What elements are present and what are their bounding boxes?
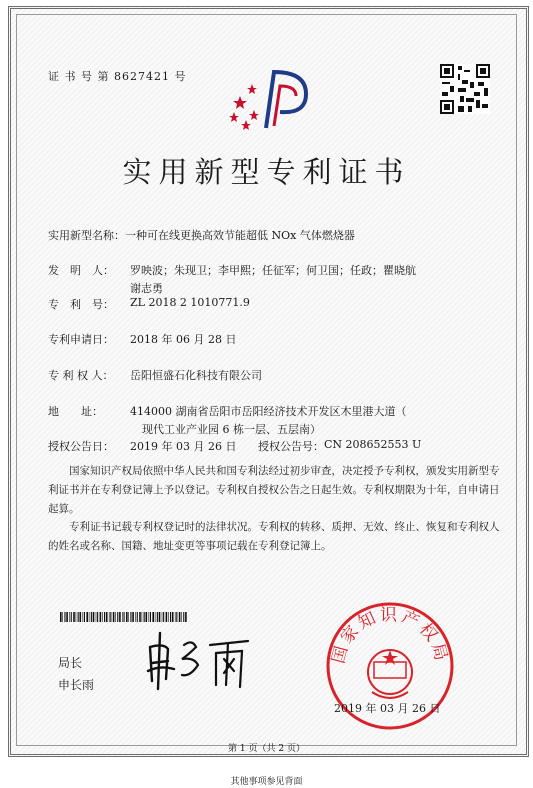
- field-label: 专 利 权 人：: [48, 369, 114, 382]
- signature-name: 申长雨: [58, 678, 95, 692]
- field-label: 授权公告日：: [48, 440, 114, 453]
- field-label: 实用新型名称：: [48, 229, 125, 242]
- field-label: 授权公告号：: [258, 440, 324, 453]
- qr-code-icon: [440, 64, 490, 114]
- field-label: 地 址：: [48, 405, 103, 418]
- signature-title: 局长: [58, 656, 83, 670]
- field-value: ZL 2018 2 1010771.9: [130, 296, 250, 309]
- field-value: CN 208652553 U: [324, 438, 422, 451]
- field-patent-number: [48, 296, 250, 312]
- seal-text: 国家知识产权局: [328, 605, 452, 666]
- field-value-continued: 谢志勇: [130, 282, 163, 295]
- field-patentee: [48, 367, 262, 383]
- field-grant-date: [48, 438, 422, 454]
- seal-date: 2019 年 03 月 26 日: [334, 702, 441, 715]
- field-utility-model-name: [48, 227, 355, 243]
- certificate-number: 证 书 号 第 8627421 号: [48, 70, 187, 83]
- field-value: 岳阳恒盛石化科技有限公司: [130, 369, 262, 382]
- field-value: 2018 年 06 月 28 日: [130, 333, 237, 346]
- cnipa-logo-icon: [226, 66, 310, 136]
- field-value-continued: 现代工业产业园 6 栋一层、五层南）: [142, 423, 321, 436]
- field-value: 414000 湖南省岳阳市岳阳经济技术开发区木里港大道（: [130, 405, 407, 418]
- field-inventors: [48, 262, 416, 295]
- legal-status-paragraph: 专利证书记载专利权登记时的法律状况。专利权的转移、质押、无效、终止、恢复和专利权人的姓名或名称、国籍、地址变更等事项记载在专利登记簿上。: [48, 521, 500, 552]
- grant-statement-paragraph: 国家知识产权局依照中华人民共和国专利法经过初步审查，决定授予专利权，颁发实用新型专利证书并在专利登记簿上予以登记。专利权自授权公告之日起生效。专利权期限为十年，自申请日起算。: [48, 465, 500, 515]
- field-value: 罗映波；朱现卫；李甲熙；任征军；何卫国；任政；瞿晓航: [130, 264, 416, 277]
- field-value: 一种可在线更换高效节能超低 NOx 气体燃烧器: [125, 229, 355, 242]
- field-label: 专 利 号：: [48, 298, 114, 311]
- handwritten-signature-icon: [140, 625, 260, 695]
- field-label: 专利申请日：: [48, 333, 114, 346]
- field-filing-date: [48, 331, 237, 347]
- field-label: 发 明 人：: [48, 264, 114, 277]
- certificate-title: 实用新型专利证书: [122, 155, 411, 189]
- field-address: [48, 403, 407, 436]
- field-value: 2019 年 03 月 26 日: [130, 440, 237, 453]
- page-number: 第 1 页（共 2 页）: [228, 744, 305, 754]
- barcode-icon: [60, 612, 190, 622]
- footer-note: 其他事项参见背面: [230, 777, 303, 787]
